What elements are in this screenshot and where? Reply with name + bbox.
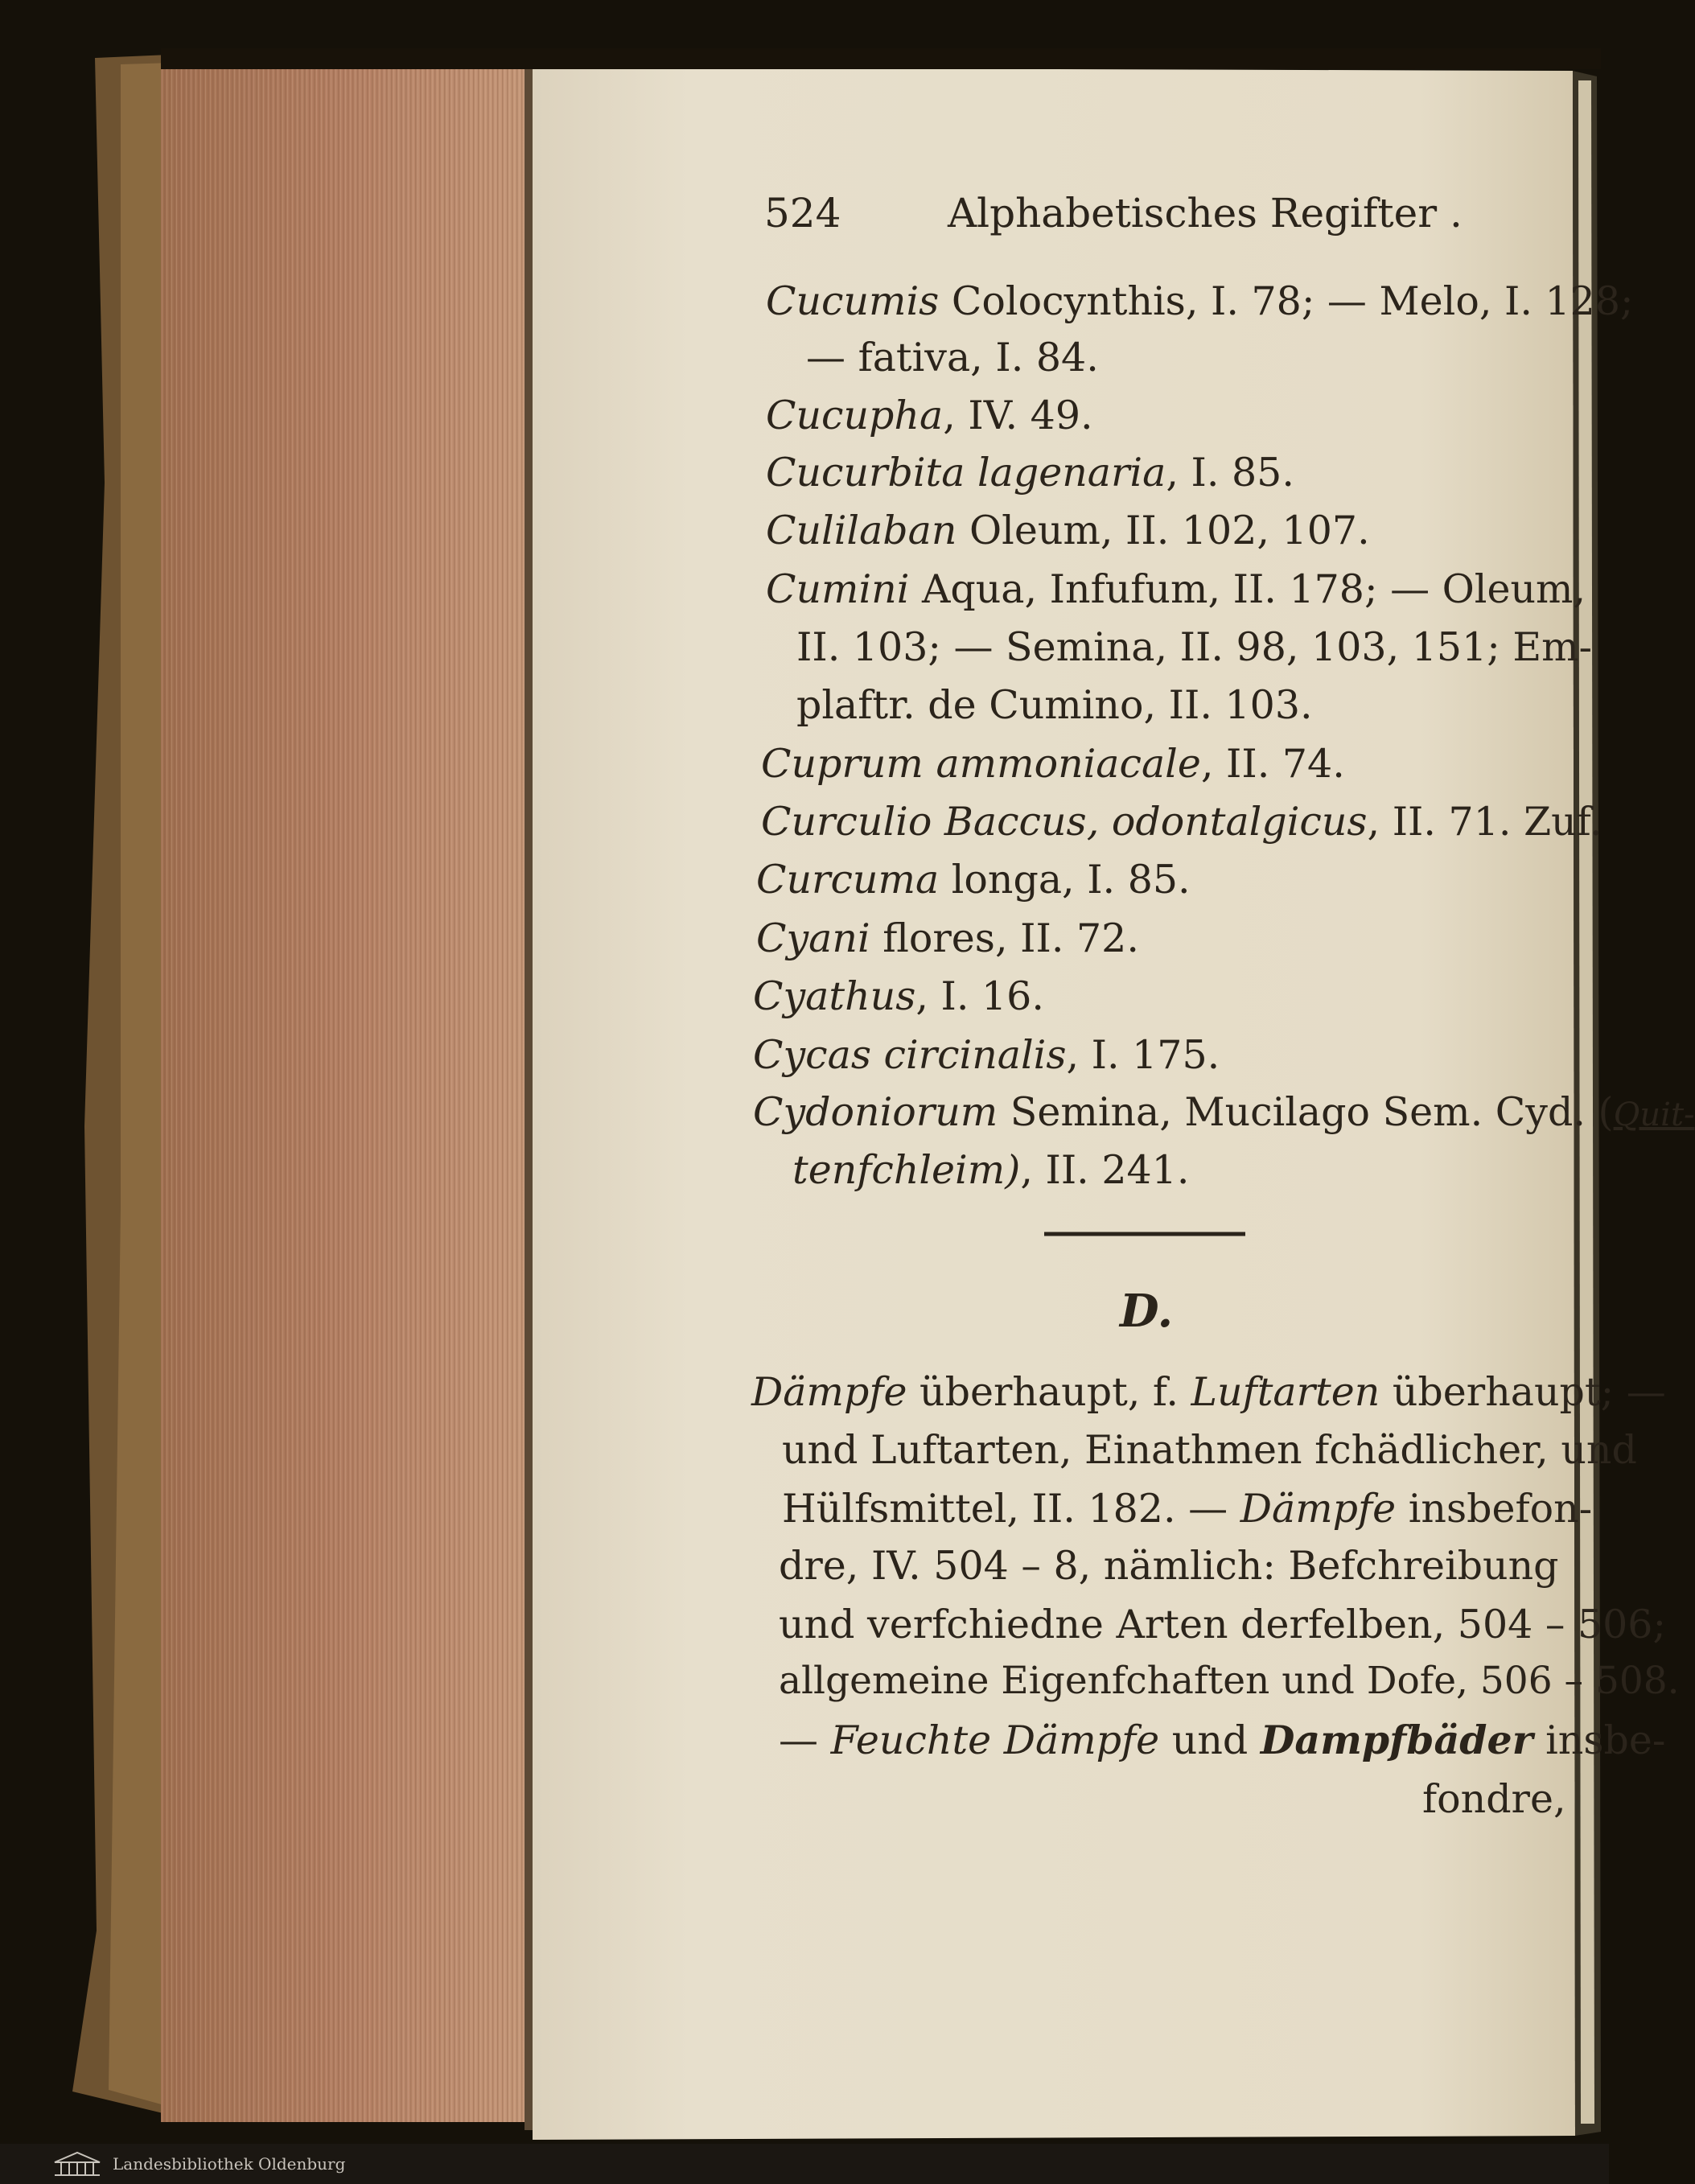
entry-keyword: Curculio Baccus, odontalgicus (761, 799, 1368, 845)
entry-text: überhaupt, f. (907, 1369, 1191, 1415)
index-entry (779, 1543, 1559, 1589)
index-entry (761, 741, 1345, 787)
entry-keyword: tenfchleim) (792, 1147, 1021, 1193)
entry-text: — (779, 1717, 831, 1763)
entry-text: überhaupt; — (1380, 1369, 1666, 1415)
entry-text: fondre, (1422, 1776, 1566, 1822)
entry-keyword: Culilaban (766, 508, 957, 553)
qui-fragment: Quit- (1613, 1096, 1695, 1133)
index-entry (766, 566, 1586, 612)
entry-keyword: Cyani (756, 915, 870, 961)
entry-keyword: Cycas circinalis (753, 1032, 1067, 1078)
index-entry (756, 915, 1139, 961)
entry-keyword: Luftarten (1191, 1369, 1380, 1415)
index-entry (766, 450, 1294, 496)
entry-keyword: Cucurbita lagenaria (766, 450, 1166, 496)
entry-keyword: Cyathus (753, 973, 916, 1019)
entry-text: II. 103; — Semina, II. 98, 103, 151; Em- (796, 624, 1593, 670)
index-entry (779, 1602, 1666, 1647)
page-number: 524 (764, 190, 841, 236)
index-entry (782, 1486, 1593, 1532)
entry-text: , II. 74. (1200, 741, 1345, 787)
running-head: Alphabetisches Regifter . (948, 190, 1463, 236)
index-entry (753, 973, 1044, 1019)
entry-text: plaftr. de Cumino, II. 103. (796, 682, 1313, 728)
entry-text: und Luftarten, Einathmen fchädlicher, und (782, 1427, 1637, 1473)
index-entry (753, 1032, 1220, 1078)
entry-text: , I. 85. (1166, 450, 1294, 496)
entry-keyword: Dämpfe (751, 1369, 907, 1415)
index-entry (756, 857, 1191, 903)
entry-text: Semina, Mucilago Sem. Cyd. ( (998, 1089, 1614, 1135)
entry-text: und (1159, 1717, 1261, 1763)
entry-keyword: Cuprum ammoniacale (761, 741, 1201, 787)
index-entry (753, 1089, 1695, 1135)
index-entry (766, 278, 1634, 324)
entry-text: Hülfsmittel, II. 182. — (782, 1486, 1240, 1532)
entry-keyword: Curcuma (756, 857, 940, 903)
entry-text: Oleum, II. 102, 107. (957, 508, 1370, 553)
library-name: Landesbibliothek Oldenburg (113, 2154, 346, 2174)
index-entry (779, 1717, 1666, 1763)
index-entry (792, 1147, 1190, 1193)
index-entry (796, 624, 1593, 670)
entry-text: , IV. 49. (943, 393, 1093, 438)
entry-text: und verfchiedne Arten derfelben, 504 – 506; (779, 1602, 1666, 1647)
entry-text: insbefon- (1396, 1486, 1593, 1532)
entry-keyword: Cydoniorum (753, 1089, 998, 1135)
section-letter: D. (1120, 1285, 1174, 1338)
index-entry (782, 1427, 1637, 1473)
entry-text: , I. 175. (1066, 1032, 1220, 1078)
entry-text: longa, I. 85. (939, 857, 1191, 903)
index-entry (779, 1659, 1680, 1703)
library-logo-icon (51, 2151, 103, 2178)
entry-keyword: Cumini (766, 566, 910, 612)
index-entry (751, 1369, 1666, 1415)
index-entry (766, 508, 1370, 553)
index-entry (796, 682, 1313, 728)
entry-text: Colocynthis, I. 78; — Melo, I. 128; (939, 278, 1634, 324)
entry-text: dre, IV. 504 – 8, nämlich: Befchreibung (779, 1543, 1559, 1589)
entry-keyword: Cucumis (766, 278, 940, 324)
entry-text: , II. 71. Zuf. (1367, 799, 1602, 845)
entry-text: insbe- (1532, 1717, 1666, 1763)
entry-text: allgemeine Eigenfchaften und Dofe, 506 – 508. (779, 1659, 1680, 1703)
entry-keyword: Dampfbäder (1260, 1717, 1533, 1763)
entry-text: flores, II. 72. (870, 915, 1139, 961)
index-entry (761, 799, 1602, 845)
entry-text: — fativa, I. 84. (806, 335, 1099, 380)
index-entry (806, 335, 1099, 380)
index-entry (1422, 1776, 1566, 1822)
entry-text: , I. 16. (915, 973, 1044, 1019)
index-entry (766, 393, 1093, 438)
entry-text: , II. 241. (1020, 1147, 1190, 1193)
entry-keyword: Cucupha (766, 393, 944, 438)
entry-text: Aqua, Infufum, II. 178; — Oleum, (909, 566, 1586, 612)
entry-keyword: Dämpfe (1240, 1486, 1397, 1532)
entry-keyword: Feuchte Dämpfe (830, 1717, 1160, 1763)
